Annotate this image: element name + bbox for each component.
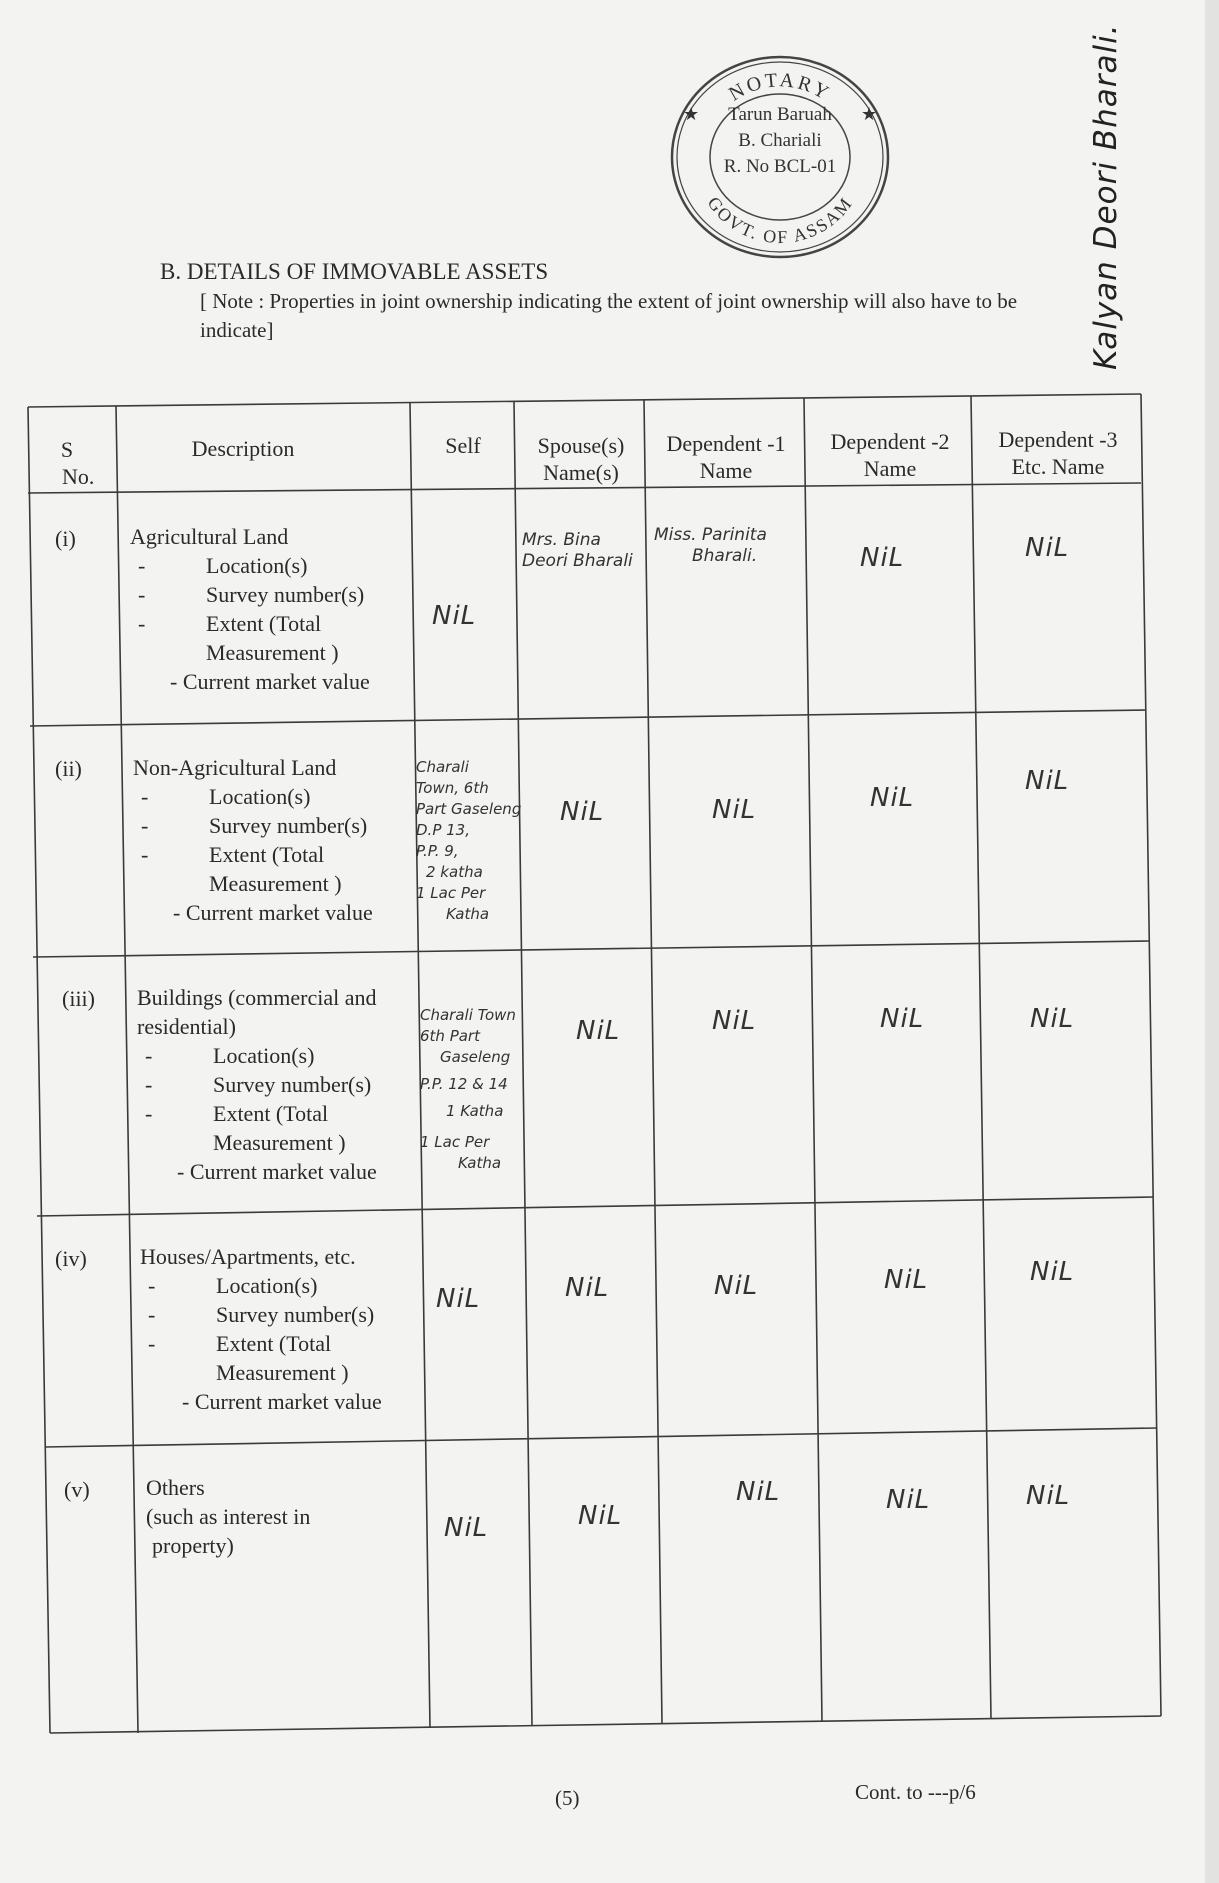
row-4-sno: (iv) [55, 1246, 87, 1271]
row-2-description: Non-Agricultural Land - Location(s) - Survey number(s) - Extent (Total Measurement ) - Current market value [133, 753, 423, 927]
row-5-spouse: NiL [578, 1501, 623, 1531]
row-2-spouse: NiL [560, 797, 605, 827]
stamp-name: Tarun Baruah [728, 104, 832, 125]
section-note: [ Note : Properties in joint ownership indicating the extent of joint ownership will also have to be indicate] [200, 289, 1018, 342]
row-2-sno: (ii) [55, 756, 82, 781]
header-dependent-3: Dependent -3 Etc. Name [998, 427, 1118, 479]
row-4-self: NiL [436, 1284, 481, 1314]
row-3-description: Buildings (commercial and residential) - Location(s) - Survey number(s) - Extent (Total Measurement ) - Current market value [137, 983, 437, 1186]
continuation-note: Cont. to ---p/6 [855, 1780, 976, 1804]
row-3-dependent-2: NiL [880, 1004, 925, 1034]
header-description: Description [191, 436, 295, 461]
header-spouse: Spouse(s) Name(s) [537, 433, 625, 485]
row-3-self: Charali Town 6th Part Gaseleng P.P. 12 & 14 1 Katha 1 Lac Per Katha [420, 1006, 516, 1172]
row-2-dependent-2: NiL [870, 783, 915, 813]
row-1-spouse: Mrs. Bina Deori Bharali [522, 530, 633, 572]
row-2-dependent-1: NiL [712, 795, 757, 825]
row-3-spouse: NiL [576, 1016, 621, 1046]
stamp-bottom-text: GOVT. OF ASSAM [703, 192, 857, 248]
row-1-sno: (i) [55, 526, 76, 551]
row-5-sno: (v) [64, 1477, 90, 1502]
stamp-reg: R. No BCL-01 [723, 156, 837, 177]
row-5-dependent-3: NiL [1026, 1481, 1071, 1511]
header-dependent-1: Dependent -1 Name [666, 431, 786, 483]
page-number: (5) [555, 1786, 580, 1810]
row-5-self: NiL [444, 1513, 489, 1543]
row-1-dependent-3: NiL [1025, 533, 1070, 563]
row-4-dependent-1: NiL [714, 1271, 759, 1301]
stamp-place: B. Chariali [738, 130, 822, 151]
row-4-dependent-3: NiL [1030, 1257, 1075, 1287]
row-1-self: NiL [432, 601, 477, 631]
row-5-description: Others (such as interest in property) [146, 1475, 311, 1558]
row-3-dependent-3: NiL [1030, 1004, 1075, 1034]
stamp-star-left: ★ [683, 104, 700, 124]
header-sno: S No. [60, 437, 95, 489]
row-1-dependent-1: Miss. Parinita Bharali. [654, 525, 767, 567]
row-5-dependent-2: NiL [886, 1485, 931, 1515]
stamp-top-text: NOTARY [725, 69, 835, 106]
signature: Kalyan Deori Bharali. [1088, 23, 1124, 370]
row-4-dependent-2: NiL [884, 1265, 929, 1295]
row-2-dependent-3: NiL [1025, 766, 1070, 796]
row-1-description: Agricultural Land - Location(s) - Survey number(s) - Extent (Total Measurement ) - Current market value [130, 522, 420, 696]
row-3-dependent-1: NiL [712, 1006, 757, 1036]
stamp-star-right: ★ [861, 104, 878, 124]
row-1-dependent-2: NiL [860, 543, 905, 573]
row-4-description: Houses/Apartments, etc. - Location(s) - Survey number(s) - Extent (Total Measurement ) - Current market value [140, 1242, 440, 1416]
row-2-self: Charali Town, 6th Part Gaseleng D.P 13, P.P. 9, 2 katha 1 Lac Per Katha [416, 758, 522, 923]
row-5-dependent-1: NiL [736, 1477, 781, 1507]
section-heading: B. DETAILS OF IMMOVABLE ASSETS [160, 259, 549, 284]
row-3-sno: (iii) [62, 986, 95, 1011]
row-4-spouse: NiL [565, 1273, 610, 1303]
header-self: Self [445, 433, 481, 458]
header-dependent-2: Dependent -2 Name [830, 429, 950, 481]
